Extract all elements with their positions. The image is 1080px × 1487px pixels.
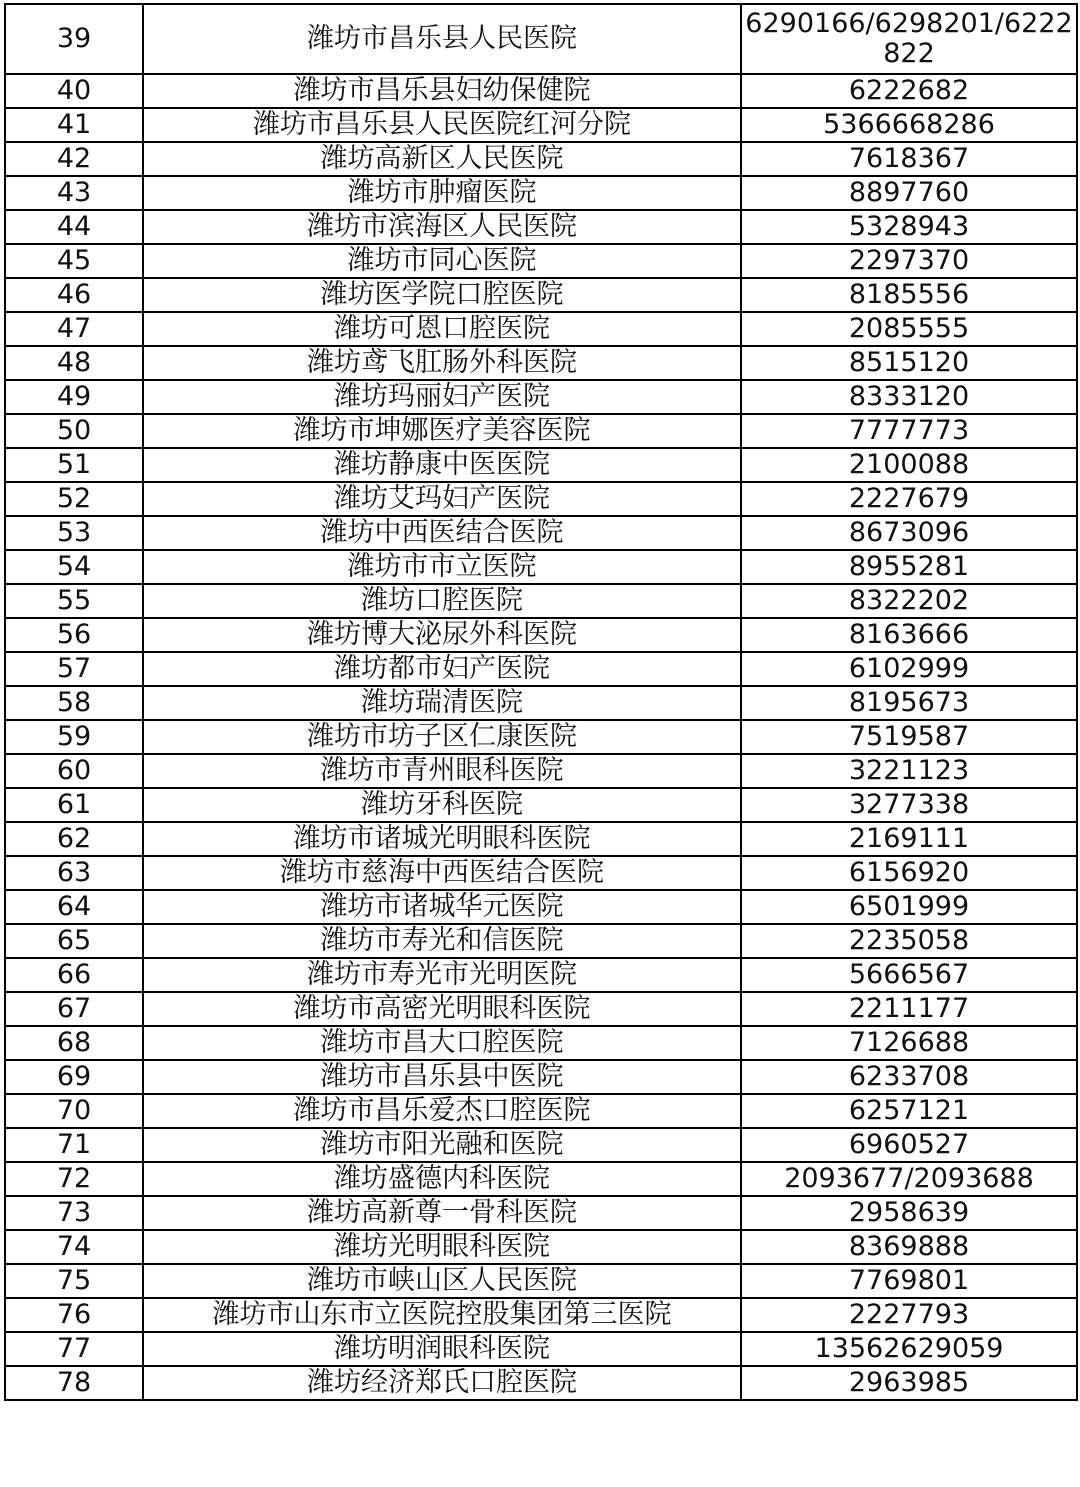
phone-number: 8955281 (741, 550, 1077, 584)
hospital-name: 潍坊艾玛妇产医院 (143, 482, 741, 516)
hospital-name: 潍坊市寿光市光明医院 (143, 958, 741, 992)
table-row (5, 482, 1077, 516)
hospital-name: 潍坊光明眼科医院 (143, 1230, 741, 1264)
phone-number: 8185556 (741, 278, 1077, 312)
phone-number: 2169111 (741, 822, 1077, 856)
phone-number: 13562629059 (741, 1332, 1077, 1366)
table-row (5, 754, 1077, 788)
table-row (5, 516, 1077, 550)
phone-number: 2958639 (741, 1196, 1077, 1230)
row-number: 78 (5, 1366, 143, 1400)
row-number: 61 (5, 788, 143, 822)
row-number: 42 (5, 142, 143, 176)
hospital-name: 潍坊市市立医院 (143, 550, 741, 584)
row-number: 77 (5, 1332, 143, 1366)
row-number: 49 (5, 380, 143, 414)
row-number: 41 (5, 108, 143, 142)
row-number: 51 (5, 448, 143, 482)
hospital-name: 潍坊市昌乐县人民医院 (143, 4, 741, 74)
row-number: 59 (5, 720, 143, 754)
phone-number: 8515120 (741, 346, 1077, 380)
phone-number: 2093677/2093688 (741, 1162, 1077, 1196)
table-row (5, 346, 1077, 380)
table-row (5, 312, 1077, 346)
row-number: 53 (5, 516, 143, 550)
table-row (5, 1230, 1077, 1264)
hospital-name: 潍坊市慈海中西医结合医院 (143, 856, 741, 890)
hospital-name: 潍坊盛德内科医院 (143, 1162, 741, 1196)
hospital-name: 潍坊都市妇产医院 (143, 652, 741, 686)
row-number: 57 (5, 652, 143, 686)
hospital-name: 潍坊博大泌尿外科医院 (143, 618, 741, 652)
row-number: 68 (5, 1026, 143, 1060)
row-number: 60 (5, 754, 143, 788)
table-row (5, 1298, 1077, 1332)
row-number: 66 (5, 958, 143, 992)
hospital-name: 潍坊市昌乐县人民医院红河分院 (143, 108, 741, 142)
phone-number: 8673096 (741, 516, 1077, 550)
phone-number: 3221123 (741, 754, 1077, 788)
phone-number: 5666567 (741, 958, 1077, 992)
hospital-name: 潍坊瑞清医院 (143, 686, 741, 720)
hospital-name: 潍坊经济郑氏口腔医院 (143, 1366, 741, 1400)
table-row (5, 720, 1077, 754)
table-row (5, 1094, 1077, 1128)
row-number: 62 (5, 822, 143, 856)
row-number: 74 (5, 1230, 143, 1264)
table-row (5, 1162, 1077, 1196)
phone-number: 2297370 (741, 244, 1077, 278)
table-row (5, 1060, 1077, 1094)
phone-number: 8897760 (741, 176, 1077, 210)
phone-number: 8322202 (741, 584, 1077, 618)
hospital-name: 潍坊市高密光明眼科医院 (143, 992, 741, 1026)
hospital-name: 潍坊市滨海区人民医院 (143, 210, 741, 244)
phone-number: 7126688 (741, 1026, 1077, 1060)
phone-number: 6102999 (741, 652, 1077, 686)
phone-number: 8333120 (741, 380, 1077, 414)
table-row (5, 176, 1077, 210)
hospital-name: 潍坊高新区人民医院 (143, 142, 741, 176)
table-row (5, 380, 1077, 414)
hospital-name: 潍坊市诸城光明眼科医院 (143, 822, 741, 856)
phone-number: 3277338 (741, 788, 1077, 822)
row-number: 43 (5, 176, 143, 210)
phone-number: 6501999 (741, 890, 1077, 924)
phone-number: 6290166/6298201/6222822 (741, 4, 1077, 74)
hospital-name: 潍坊市峡山区人民医院 (143, 1264, 741, 1298)
table-row (5, 1026, 1077, 1060)
row-number: 73 (5, 1196, 143, 1230)
hospital-name: 潍坊市坊子区仁康医院 (143, 720, 741, 754)
hospital-name: 潍坊中西医结合医院 (143, 516, 741, 550)
table-row (5, 210, 1077, 244)
phone-number: 2963985 (741, 1366, 1077, 1400)
hospital-name: 潍坊明润眼科医院 (143, 1332, 741, 1366)
table-row (5, 1366, 1077, 1400)
hospital-name: 潍坊市昌乐县中医院 (143, 1060, 741, 1094)
phone-number: 5366668286 (741, 108, 1077, 142)
phone-number: 7777773 (741, 414, 1077, 448)
phone-number: 2211177 (741, 992, 1077, 1026)
table-row (5, 618, 1077, 652)
hospital-name: 潍坊市昌乐爱杰口腔医院 (143, 1094, 741, 1128)
phone-number: 6257121 (741, 1094, 1077, 1128)
phone-number: 6222682 (741, 74, 1077, 108)
row-number: 48 (5, 346, 143, 380)
hospital-name: 潍坊市同心医院 (143, 244, 741, 278)
row-number: 55 (5, 584, 143, 618)
phone-number: 2227793 (741, 1298, 1077, 1332)
phone-number: 2100088 (741, 448, 1077, 482)
hospital-name: 潍坊市山东市立医院控股集团第三医院 (143, 1298, 741, 1332)
table-row (5, 448, 1077, 482)
table-row (5, 856, 1077, 890)
row-number: 45 (5, 244, 143, 278)
row-number: 39 (5, 4, 143, 74)
phone-number: 8163666 (741, 618, 1077, 652)
hospital-name: 潍坊市肿瘤医院 (143, 176, 741, 210)
row-number: 64 (5, 890, 143, 924)
table-row (5, 924, 1077, 958)
phone-number: 7769801 (741, 1264, 1077, 1298)
row-number: 76 (5, 1298, 143, 1332)
phone-number: 7519587 (741, 720, 1077, 754)
hospital-name: 潍坊静康中医医院 (143, 448, 741, 482)
table-row (5, 1196, 1077, 1230)
table-row (5, 108, 1077, 142)
hospital-name: 潍坊高新尊一骨科医院 (143, 1196, 741, 1230)
hospital-name: 潍坊市青州眼科医院 (143, 754, 741, 788)
phone-number: 6233708 (741, 1060, 1077, 1094)
table-row (5, 1128, 1077, 1162)
hospital-name: 潍坊市阳光融和医院 (143, 1128, 741, 1162)
hospital-name: 潍坊市昌大口腔医院 (143, 1026, 741, 1060)
row-number: 47 (5, 312, 143, 346)
table-row (5, 414, 1077, 448)
table-row (5, 822, 1077, 856)
hospital-name: 潍坊市诸城华元医院 (143, 890, 741, 924)
phone-number: 8369888 (741, 1230, 1077, 1264)
hospital-phone-table (4, 3, 1078, 1401)
hospital-name: 潍坊牙科医院 (143, 788, 741, 822)
table-row (5, 890, 1077, 924)
table-row (5, 4, 1077, 74)
row-number: 44 (5, 210, 143, 244)
row-number: 72 (5, 1162, 143, 1196)
hospital-name: 潍坊市昌乐县妇幼保健院 (143, 74, 741, 108)
row-number: 75 (5, 1264, 143, 1298)
table-row (5, 686, 1077, 720)
phone-number: 2085555 (741, 312, 1077, 346)
row-number: 65 (5, 924, 143, 958)
table-row (5, 788, 1077, 822)
phone-number: 6156920 (741, 856, 1077, 890)
phone-number: 2235058 (741, 924, 1077, 958)
hospital-name: 潍坊鸢飞肛肠外科医院 (143, 346, 741, 380)
row-number: 52 (5, 482, 143, 516)
row-number: 56 (5, 618, 143, 652)
hospital-name: 潍坊口腔医院 (143, 584, 741, 618)
row-number: 70 (5, 1094, 143, 1128)
table-body (5, 4, 1077, 1400)
row-number: 63 (5, 856, 143, 890)
table-row (5, 1264, 1077, 1298)
phone-number: 5328943 (741, 210, 1077, 244)
row-number: 50 (5, 414, 143, 448)
row-number: 46 (5, 278, 143, 312)
hospital-name: 潍坊可恩口腔医院 (143, 312, 741, 346)
table-row (5, 278, 1077, 312)
phone-number: 6960527 (741, 1128, 1077, 1162)
row-number: 71 (5, 1128, 143, 1162)
hospital-name: 潍坊市坤娜医疗美容医院 (143, 414, 741, 448)
table-row (5, 74, 1077, 108)
hospital-name: 潍坊玛丽妇产医院 (143, 380, 741, 414)
row-number: 69 (5, 1060, 143, 1094)
row-number: 54 (5, 550, 143, 584)
phone-number: 8195673 (741, 686, 1077, 720)
table-row (5, 550, 1077, 584)
table-row (5, 584, 1077, 618)
hospital-name: 潍坊医学院口腔医院 (143, 278, 741, 312)
row-number: 67 (5, 992, 143, 1026)
phone-number: 7618367 (741, 142, 1077, 176)
hospital-name: 潍坊市寿光和信医院 (143, 924, 741, 958)
table-row (5, 142, 1077, 176)
table-row (5, 958, 1077, 992)
table-row (5, 244, 1077, 278)
row-number: 58 (5, 686, 143, 720)
phone-number: 2227679 (741, 482, 1077, 516)
table-row (5, 1332, 1077, 1366)
table-row (5, 992, 1077, 1026)
row-number: 40 (5, 74, 143, 108)
table-row (5, 652, 1077, 686)
